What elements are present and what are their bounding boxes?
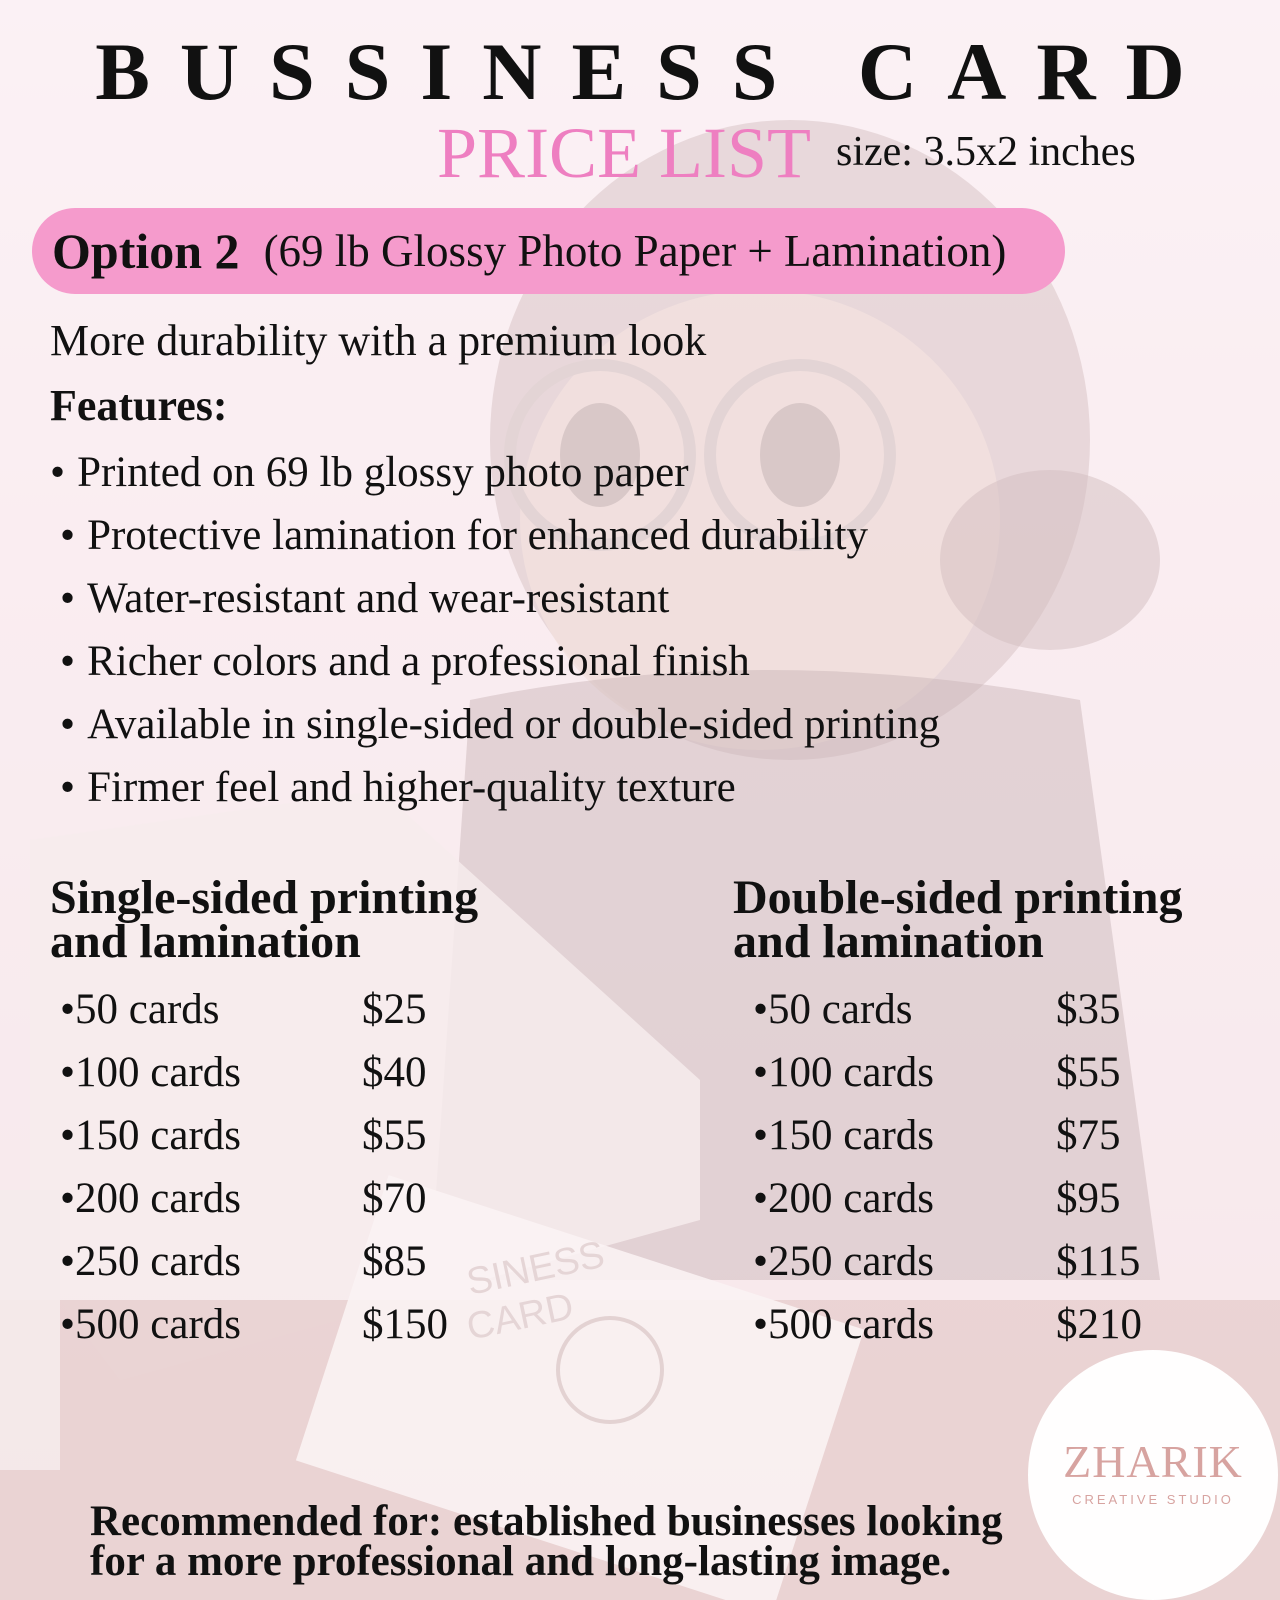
- feature-text: Richer colors and a professional finish: [87, 638, 750, 685]
- bullet-icon: •: [60, 512, 76, 559]
- price-row: [60, 1230, 480, 1293]
- recommendation-line1: Recommended for: established businesses looking: [90, 1498, 1003, 1545]
- quantity: •500 cards: [753, 1301, 935, 1348]
- price-row: [753, 1230, 1173, 1293]
- quantity: •100 cards: [753, 1049, 935, 1096]
- logo-tagline: CREATIVE STUDIO: [1072, 1492, 1234, 1507]
- feature-text: Protective lamination for enhanced durability: [87, 512, 868, 559]
- price: $150: [362, 1301, 448, 1348]
- double-sided-heading: [733, 871, 1183, 968]
- feature-item: [50, 441, 930, 504]
- price: $85: [362, 1238, 427, 1285]
- price-row: [753, 1293, 1173, 1356]
- price: $70: [362, 1175, 427, 1222]
- quantity: •500 cards: [60, 1301, 242, 1348]
- single-sided-heading: [50, 871, 479, 968]
- page-subtitle: PRICE LIST: [437, 113, 812, 193]
- logo-name: ZHARIK: [1063, 1436, 1243, 1487]
- price: $40: [362, 1049, 427, 1096]
- price: $25: [362, 986, 427, 1033]
- price-row: [753, 1167, 1173, 1230]
- bullet-icon: •: [50, 449, 66, 496]
- price: $35: [1056, 986, 1121, 1033]
- double-sided-price-list: [753, 978, 1173, 1356]
- quantity: •250 cards: [753, 1238, 935, 1285]
- single-sided-heading-line1: Single-sided printing: [50, 871, 479, 924]
- option-banner: [32, 208, 1065, 294]
- feature-item: [60, 756, 940, 819]
- quantity: •250 cards: [60, 1238, 242, 1285]
- option-description: (69 lb Glossy Photo Paper + Lamination): [263, 226, 1007, 276]
- price-row: [753, 1041, 1173, 1104]
- price-row: [60, 1041, 480, 1104]
- features-list: [0, 441, 941, 819]
- price-row: [60, 1293, 480, 1356]
- feature-text: Printed on 69 lb glossy photo paper: [77, 449, 689, 496]
- price: $75: [1056, 1112, 1121, 1159]
- price-row: [60, 978, 480, 1041]
- recommendation-text: [90, 1498, 1190, 1585]
- feature-item: [60, 693, 940, 756]
- quantity: •150 cards: [753, 1112, 935, 1159]
- feature-item: [60, 630, 940, 693]
- size-note: size: 3.5x2 inches: [836, 129, 1136, 175]
- quantity: •150 cards: [60, 1112, 242, 1159]
- feature-text: Available in single-sided or double-sided printing: [87, 701, 941, 748]
- price-row: [753, 1104, 1173, 1167]
- feature-text: Water-resistant and wear-resistant: [87, 575, 670, 622]
- quantity: •200 cards: [60, 1175, 242, 1222]
- single-sided-heading-line2: and lamination: [50, 915, 361, 968]
- quantity: •200 cards: [753, 1175, 935, 1222]
- quantity: •50 cards: [60, 986, 220, 1033]
- single-sided-price-list: [60, 978, 480, 1356]
- feature-item: [60, 567, 940, 630]
- double-sided-heading-line1: Double-sided printing: [733, 871, 1183, 924]
- quantity: •100 cards: [60, 1049, 242, 1096]
- price-row: [60, 1104, 480, 1167]
- feature-item: [60, 504, 940, 567]
- price: $55: [362, 1112, 427, 1159]
- price-row: [753, 978, 1173, 1041]
- bullet-icon: •: [60, 701, 76, 748]
- feature-text: Firmer feel and higher-quality texture: [87, 764, 736, 811]
- page-title: BUSSINESS CARD: [95, 26, 1215, 117]
- recommendation-line2: for a more professional and long-lasting image.: [90, 1538, 952, 1585]
- option-title: Option 2: [52, 223, 240, 279]
- quantity: •50 cards: [753, 986, 913, 1033]
- tagline: More durability with a premium look: [50, 316, 707, 365]
- bullet-icon: •: [60, 764, 76, 811]
- price: $95: [1056, 1175, 1121, 1222]
- double-sided-heading-line2: and lamination: [733, 915, 1044, 968]
- price: $210: [1056, 1301, 1142, 1348]
- bullet-icon: •: [60, 575, 76, 622]
- price: $55: [1056, 1049, 1121, 1096]
- bullet-icon: •: [60, 638, 76, 685]
- features-heading: Features:: [50, 381, 228, 430]
- price-row: [60, 1167, 480, 1230]
- price: $115: [1056, 1238, 1141, 1285]
